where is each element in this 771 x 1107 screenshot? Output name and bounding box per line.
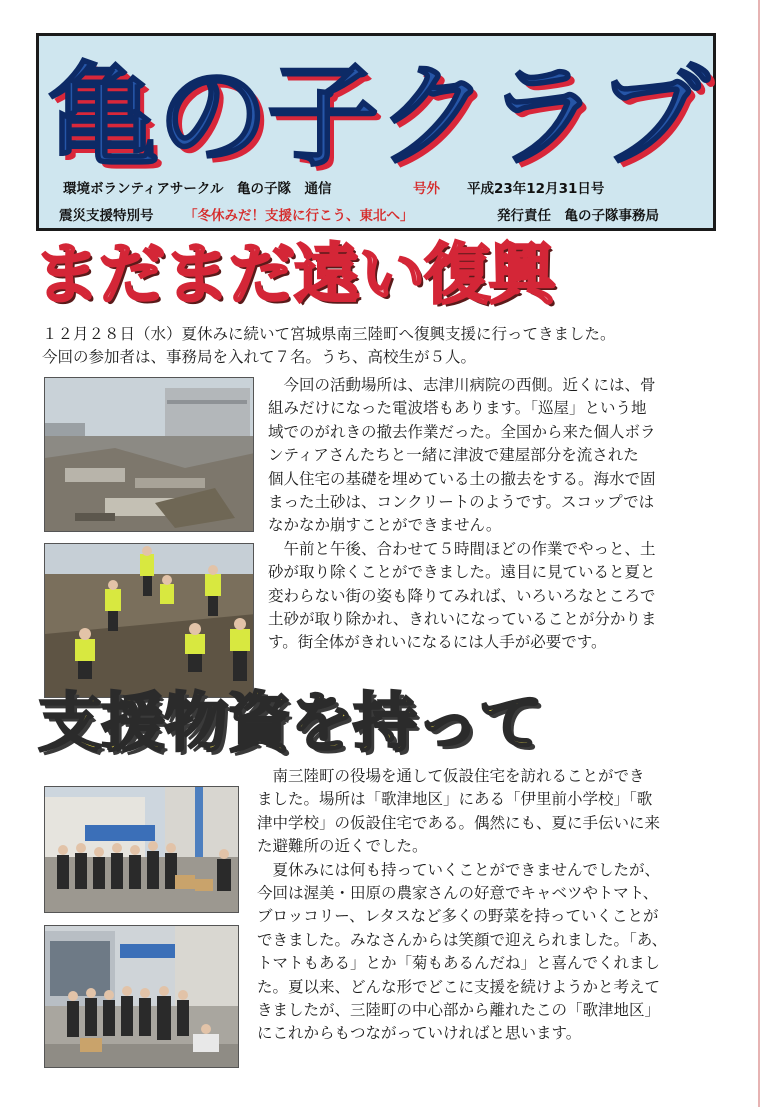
body-line: た避難所の近くでした。 xyxy=(257,837,428,856)
intro-line: １２月２８日（水）夏休みに続いて宮城県南三陸町へ復興支援に行ってきました。 xyxy=(42,325,616,343)
body-line: きましたが、三陸町の中心部から離れたこの「歌津地区」 xyxy=(257,1001,661,1020)
debris-site-photo xyxy=(44,377,254,532)
body-line: 今回の活動場所は、志津川病院の西側。近くには、骨 xyxy=(268,376,656,394)
article2-body xyxy=(257,765,667,1046)
body-line: 午前と午後、合わせて５時間ほどの作業でやっと、土 xyxy=(268,539,656,558)
issue-date: 平成23年12月31日号 xyxy=(467,181,605,197)
group-photo-school xyxy=(44,786,239,913)
intro-line: 今回の参加者は、事務局を入れて７名。うち、高校生が５人。 xyxy=(42,348,477,367)
body-line: 今回は渥美・田原の農家さんの好意でキャベツやトマト、 xyxy=(257,884,659,903)
slogan: 「冬休みだ！支援に行こう、東北へ」 xyxy=(184,208,414,224)
newsletter-title: 亀の子クラブ xyxy=(47,52,707,182)
headline-relief-supplies: 支援物資を持って xyxy=(38,687,542,761)
body-line: た。夏以来、どんな形でどこに支援を続けようかと考えて xyxy=(257,977,661,996)
body-line: まった土砂は、コンクリートのようです。スコップでは xyxy=(268,493,655,512)
body-line: 津中学校」の仮設住宅である。偶然にも、夏に手伝いに来 xyxy=(257,813,661,832)
volunteers-digging-photo xyxy=(44,543,254,698)
body-line: ブロッコリー、レタスなど多くの野菜を持っていくことが xyxy=(257,907,659,926)
publisher: 発行責任 亀の子隊事務局 xyxy=(497,208,659,224)
body-line: 南三陸町の役場を通して仮設住宅を訪れることができ xyxy=(257,767,645,785)
body-line: できました。みなさんからは笑顔で迎えられました。「あ、 xyxy=(257,930,668,949)
body-line: 域でのがれきの撤去作業だった。全国から来た個人ボラ xyxy=(268,422,656,441)
group-photo-housing xyxy=(44,925,239,1068)
masthead xyxy=(36,33,716,231)
headline-recovery: まだまだ遠い復興 xyxy=(34,236,554,313)
body-line: 土砂が取り除かれ、きれいになっていることが分かりま xyxy=(268,610,657,629)
article1-intro xyxy=(42,323,616,370)
page-edge-rule xyxy=(758,0,760,1107)
article1-body xyxy=(268,374,656,655)
body-line: トマトもある」とか「菊もあるんだね」と喜んでくれまし xyxy=(257,954,661,973)
body-line: す。街全体がきれいになるには人手が必要です。 xyxy=(268,633,607,652)
body-line: 変わらない街の姿も降りてみれば、いろいろなところで xyxy=(268,586,656,605)
issue-type: 号外 xyxy=(413,181,440,197)
body-line: ました。場所は「歌津地区」にある「伊里前小学校」「歌 xyxy=(257,790,653,809)
body-line: ンティアさんたちと一緒に津波で建屋部分を流された xyxy=(268,446,639,465)
body-line: 砂が取り除くことができました。遠目に見ていると夏と xyxy=(268,563,656,582)
body-line: にこれからもつながっていければと思います。 xyxy=(257,1024,582,1043)
circle-name: 環境ボランティアサークル 亀の子隊 通信 xyxy=(63,181,332,197)
body-line: なかなか崩すことができません。 xyxy=(268,516,502,535)
body-line: 組みだけになった電波塔もあります。「巡屋」という地 xyxy=(268,399,647,418)
body-line: 夏休みには何も持っていくことができませんでしたが、 xyxy=(257,860,661,879)
body-line: 個人住宅の基礎を埋めている土の撤去をする。海水で固 xyxy=(268,469,656,488)
special-issue-label: 震災支援特別号 xyxy=(59,208,154,224)
